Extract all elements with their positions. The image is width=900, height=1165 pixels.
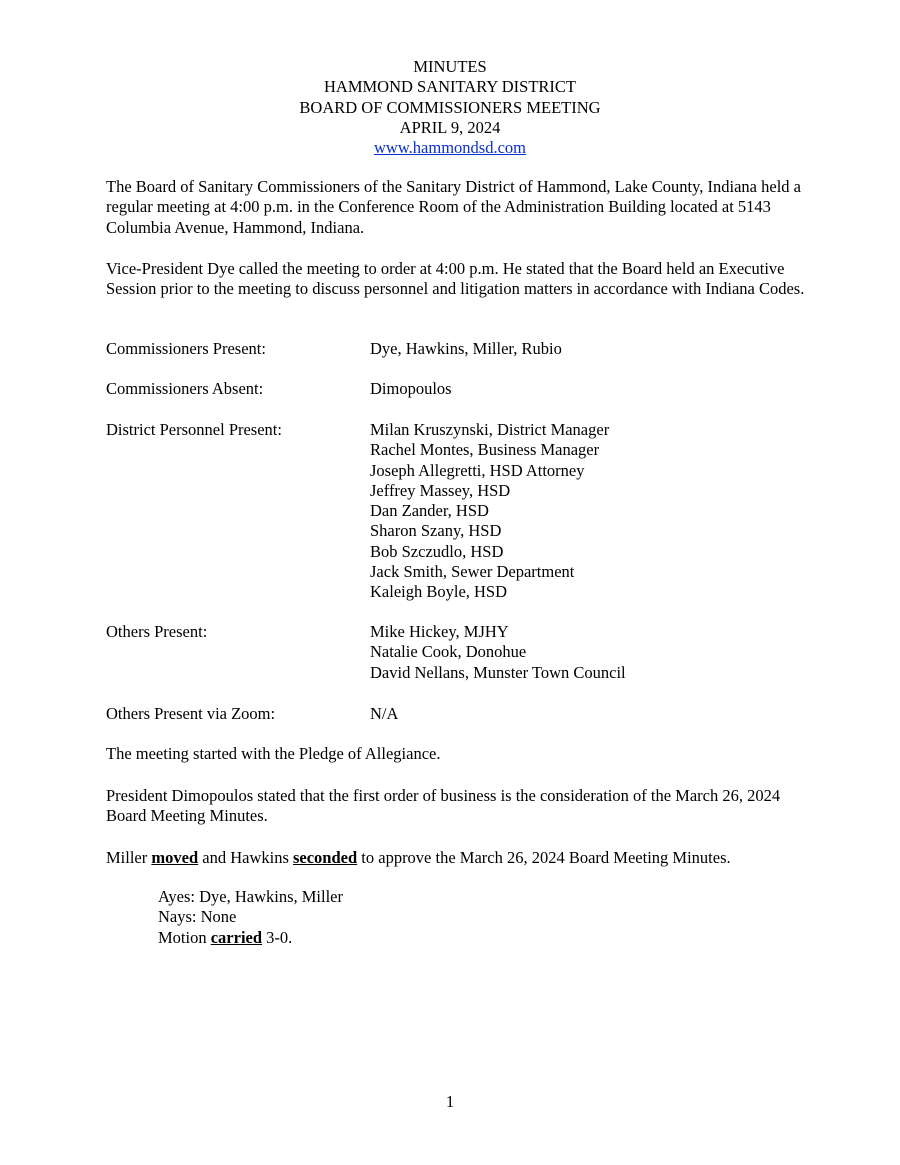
personnel-entry: Bob Szczudlo, HSD (370, 541, 504, 561)
call-to-order-paragraph: Vice-President Dye called the meeting to order at 4:00 p.m. He stated that the Board held an Executive Session prior to the meeting to discuss personnel and litigation matters in accordance with Indiana Codes. (106, 259, 805, 299)
vote-result (158, 928, 558, 948)
meeting-title: BOARD OF COMMISSIONERS MEETING (299, 97, 601, 117)
commissioners-present-value: Dye, Hawkins, Miller, Rubio (370, 339, 562, 358)
vote-nays: Nays: None (158, 907, 237, 927)
district-personnel-list (370, 420, 800, 603)
district-personnel-label: District Personnel Present: (106, 420, 282, 439)
commissioners-absent-value: Dimopoulos (370, 379, 452, 398)
vote-block (158, 887, 558, 948)
commissioners-present-label: Commissioners Present: (106, 339, 266, 358)
motion-rest: to approve the March 26, 2024 Board Meeting Minutes. (361, 848, 731, 867)
moved-word: moved (151, 848, 199, 867)
motion-mover: Miller (106, 848, 148, 867)
carried-word: carried (210, 927, 263, 947)
personnel-entry: Sharon Szany, HSD (370, 521, 502, 541)
first-order-paragraph: President Dimopoulos stated that the first order of business is the consideration of the March 26, 2024 Board Meeting Minutes. (106, 786, 781, 826)
vote-count: 3-0. (266, 927, 293, 947)
commissioners-absent-label: Commissioners Absent: (106, 379, 264, 398)
personnel-entry: Rachel Montes, Business Manager (370, 440, 600, 460)
organization-name: HAMMOND SANITARY DISTRICT (324, 77, 576, 97)
personnel-entry: Jeffrey Massey, HSD (370, 480, 511, 500)
others-present-label: Others Present: (106, 622, 208, 641)
document-header (0, 57, 900, 158)
others-zoom-value: N/A (370, 704, 399, 723)
personnel-entry: Joseph Allegretti, HSD Attorney (370, 460, 585, 480)
personnel-entry: Kaleigh Boyle, HSD (370, 582, 508, 602)
page-number: 1 (445, 1092, 455, 1111)
meeting-date: APRIL 9, 2024 (399, 117, 501, 137)
others-entry: Natalie Cook, Donohue (370, 642, 527, 662)
motion-and-text: and Hawkins (202, 848, 289, 867)
personnel-entry: Jack Smith, Sewer Department (370, 562, 575, 582)
seconded-word: seconded (292, 848, 358, 867)
others-present-list (370, 622, 800, 683)
others-entry: David Nellans, Munster Town Council (370, 662, 626, 682)
motion-prefix: Motion (158, 927, 207, 947)
website-link[interactable]: www.hammondsd.com (374, 138, 526, 158)
others-entry: Mike Hickey, MJHY (370, 622, 509, 641)
others-zoom-label: Others Present via Zoom: (106, 704, 276, 723)
intro-paragraph: The Board of Sanitary Commissioners of the Sanitary District of Hammond, Lake County, Indiana held a regular meeting at 4:00 p.m. in the Conference Room of the Administration Building located at 5143 Columbia Avenue, Hammond, Indiana. (106, 177, 801, 237)
doc-type-title: MINUTES (413, 57, 487, 76)
personnel-entry: Dan Zander, HSD (370, 501, 489, 521)
personnel-entry: Milan Kruszynski, District Manager (370, 420, 610, 439)
pledge-paragraph: The meeting started with the Pledge of Allegiance. (106, 744, 441, 763)
vote-ayes: Ayes: Dye, Hawkins, Miller (158, 887, 343, 906)
motion-paragraph (106, 848, 806, 868)
